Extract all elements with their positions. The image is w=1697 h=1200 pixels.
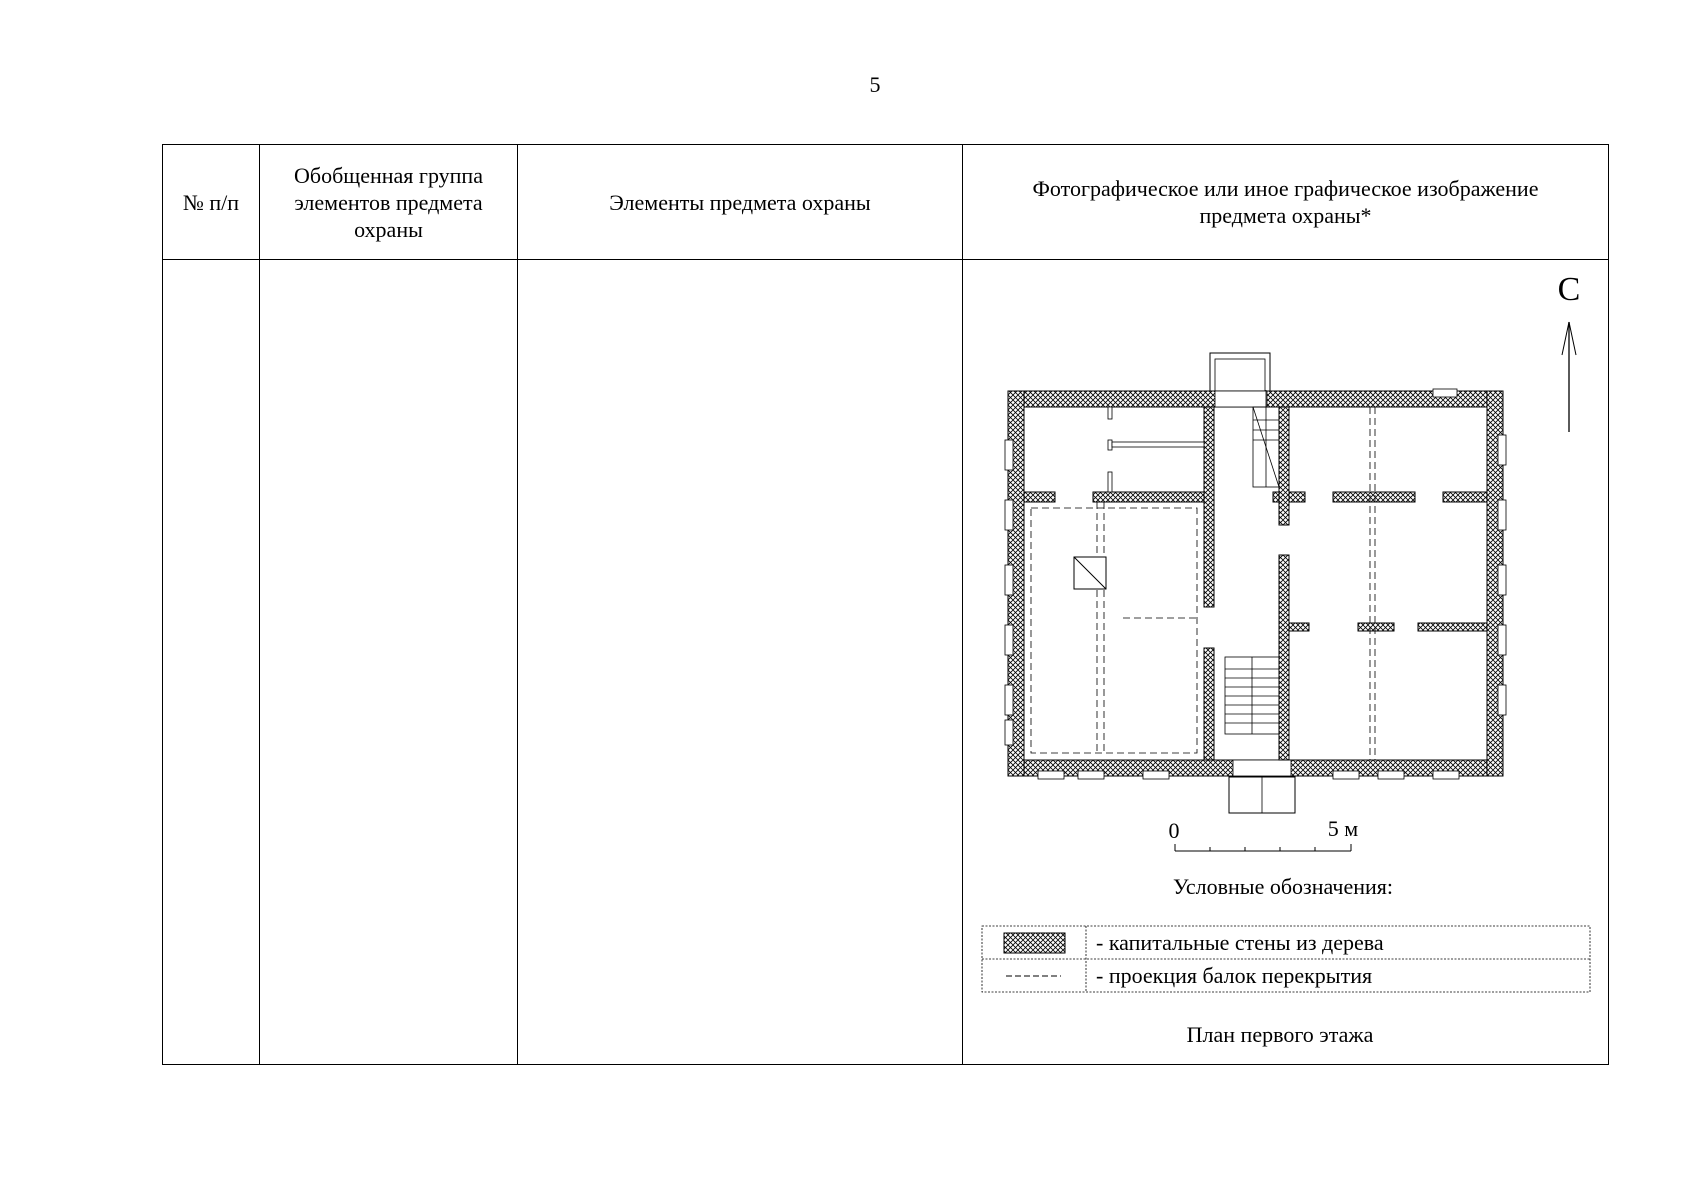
floor-plan-figure: [963, 260, 1608, 1059]
north-label: С: [1557, 271, 1581, 308]
legend-title: Условные обозначения:: [1172, 874, 1394, 899]
header-image: Фотографическое или иное графическое изображение предмета охраны*: [963, 145, 1609, 260]
header-elements: Элементы предмета охраны: [518, 145, 963, 260]
north-arrow-icon: [1562, 322, 1576, 432]
cell-number: [163, 260, 260, 1065]
header-number: № п/п: [163, 145, 260, 260]
cell-elements: [518, 260, 963, 1065]
plan-caption: План первого этажа: [1186, 1022, 1374, 1047]
protection-table: [162, 144, 1609, 1065]
scale-end-label: 5 м: [1327, 816, 1359, 841]
legend-item-beams: - проекция балок перекрытия: [1096, 963, 1373, 988]
crosshatch-wall-icon: [1004, 933, 1065, 953]
scale-start-label: 0: [1168, 818, 1180, 843]
legend-item-walls: - капитальные стены из дерева: [1096, 930, 1384, 955]
scale-bar: [1175, 844, 1351, 851]
header-group: Обобщенная группа элементов предмета охраны: [260, 145, 518, 260]
cell-image: [963, 260, 1609, 1065]
cell-group: [260, 260, 518, 1065]
table-row: [163, 260, 1609, 1065]
floor-plan-drawing: [1005, 353, 1506, 813]
table-header-row: [163, 145, 1609, 260]
page-number: 5: [869, 72, 881, 97]
